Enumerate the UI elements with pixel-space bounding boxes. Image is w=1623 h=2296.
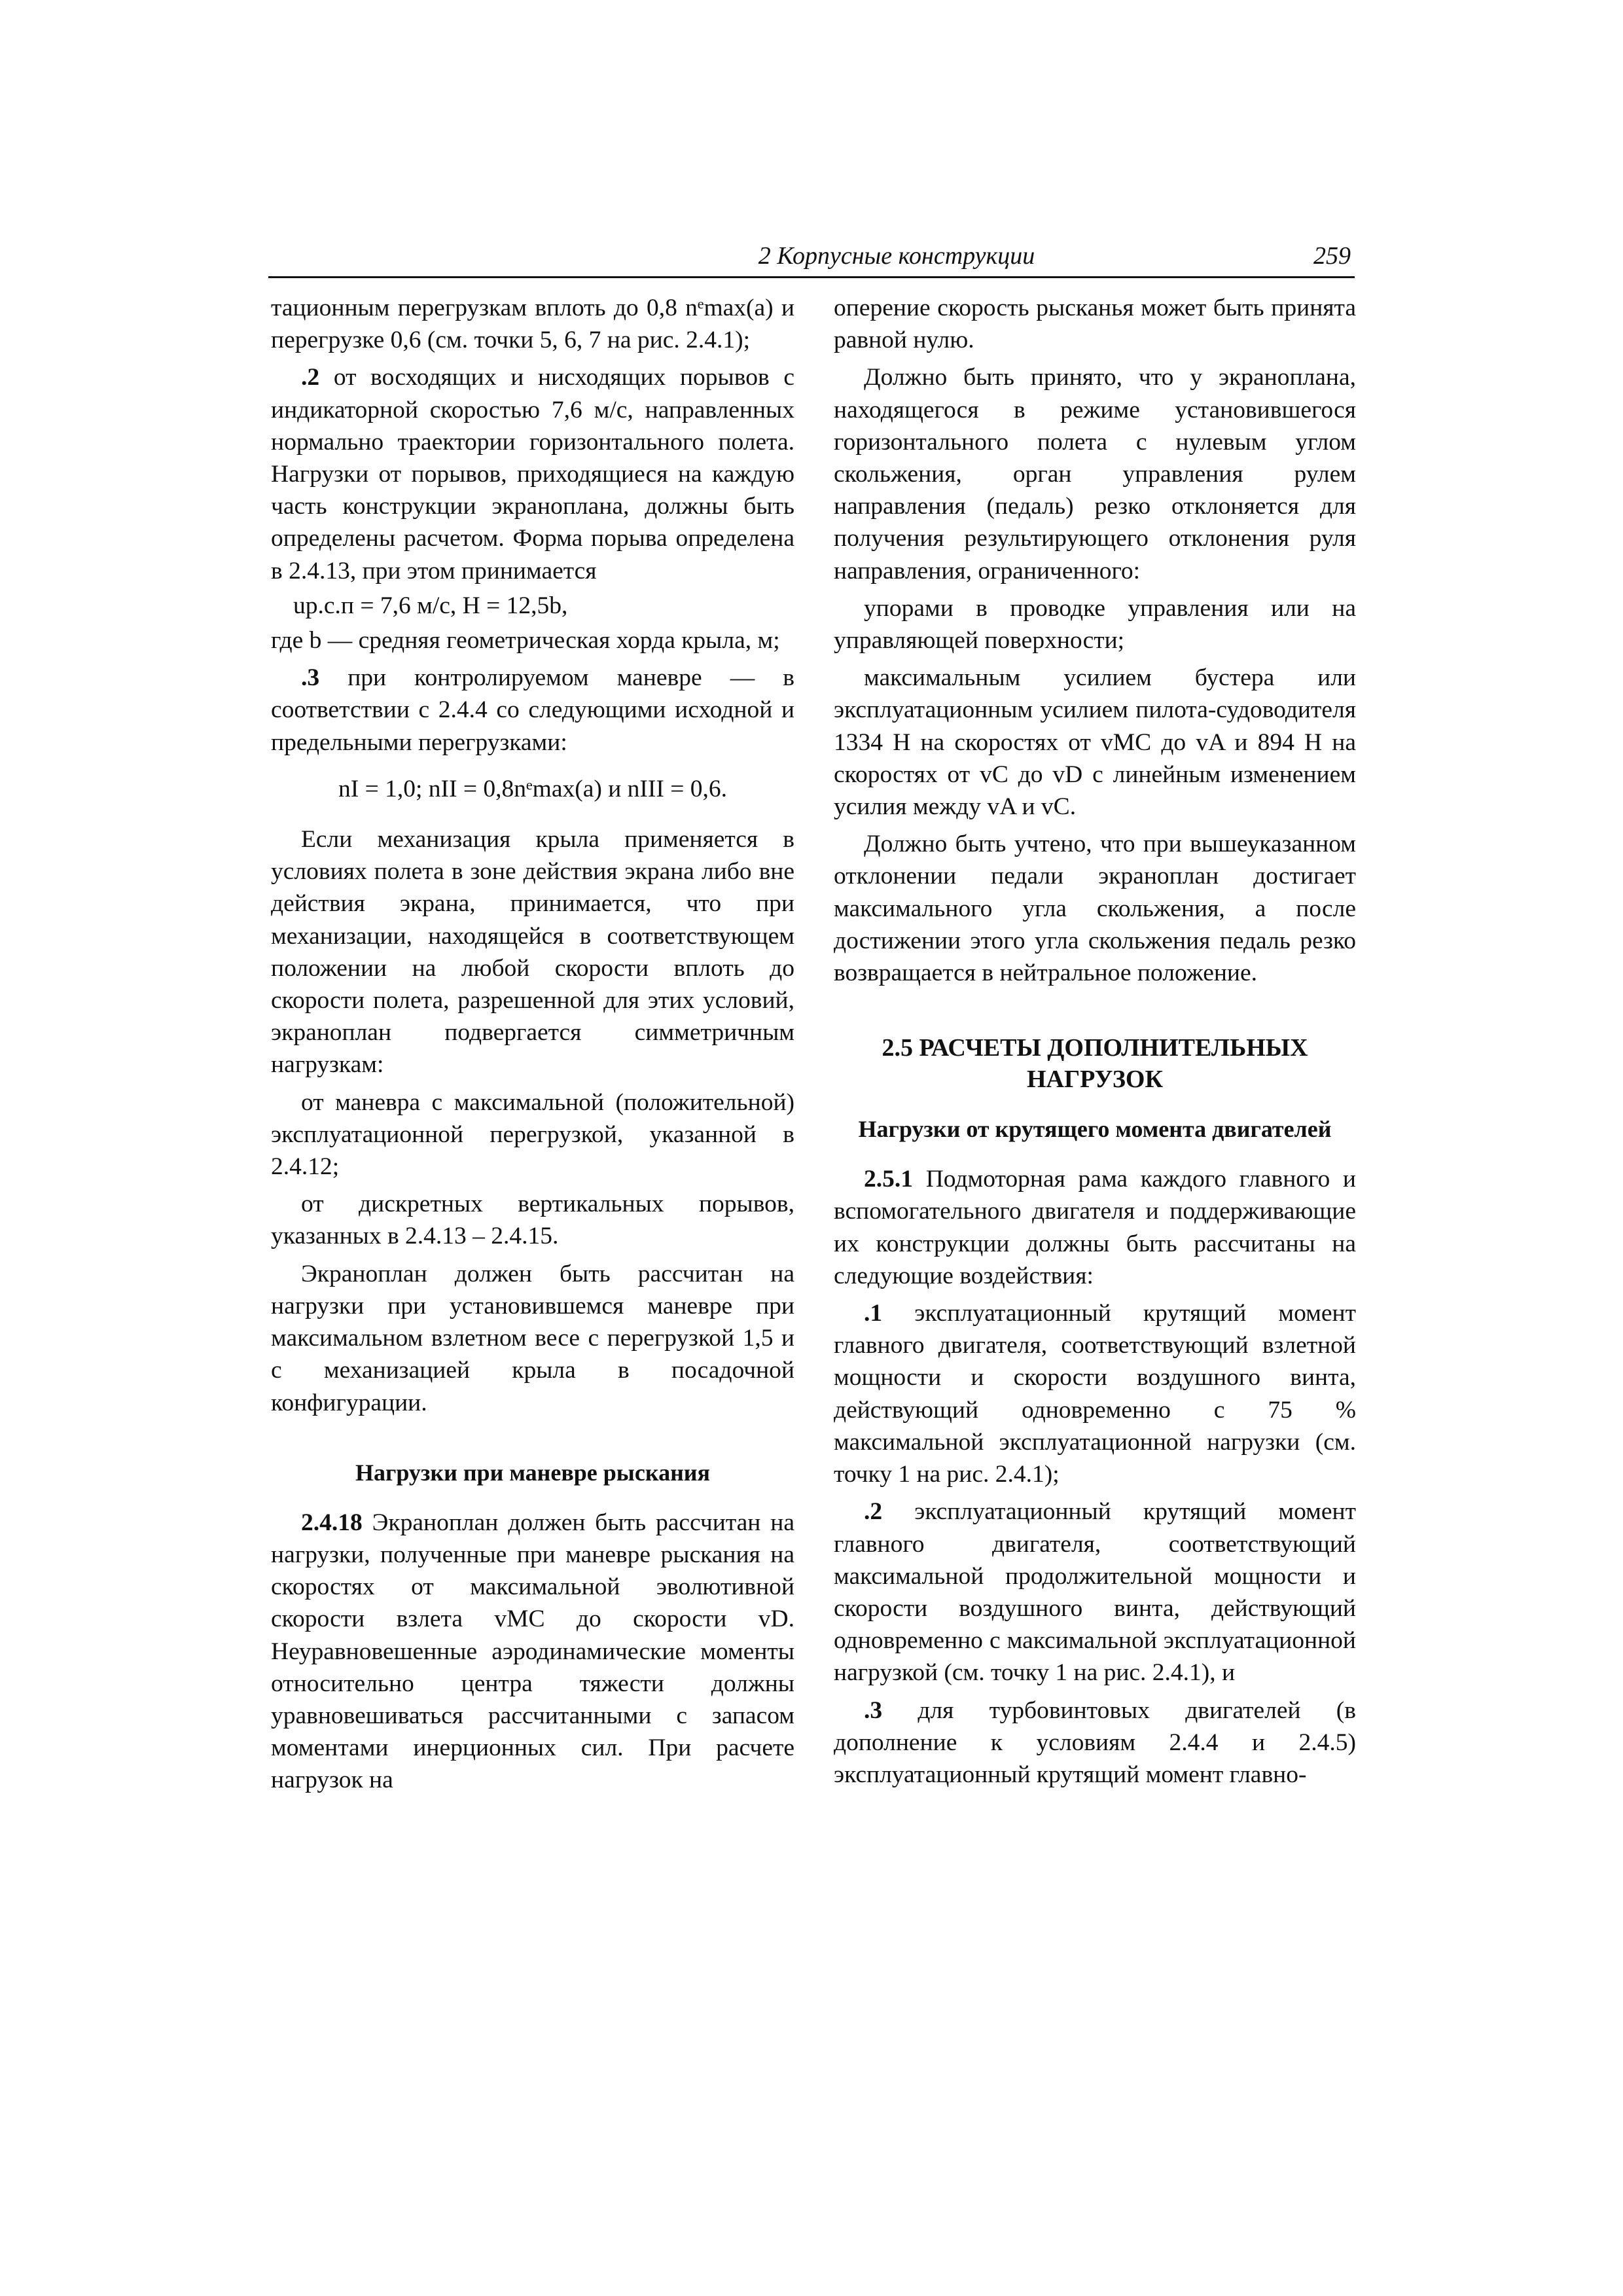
paragraph-text: Экраноплан должен быть рассчитан на нагрузки, полученные при маневре рыскания на скоростях от максимальной эволютивной скорости взлета vMC до скорости vD. Неуравновешенные аэродинамические моменты относительно центра тяжести должны уравновешиваться рассчитанными с запасом моментами инерционных сил. При расчете нагрузок на (271, 1509, 794, 1794)
section-heading: 2.5 РАСЧЕТЫ ДОПОЛНИТЕЛЬНЫХ НАГРУЗОК (882, 1034, 1308, 1094)
left-column (271, 292, 794, 1797)
paragraph: от маневра с максимальной (положительной) эксплуатационной перегрузкой, указанной в 2.4.12; (271, 1088, 794, 1181)
paragraph-text: от восходящих и нисходящих порывов с индикаторной скоростью 7,6 м/с, направленных нормально траектории горизонтального полета. Нагрузки от порывов, приходящиеся на каждую часть конструкции экраноплана, должны быть определены расчетом. Форма порыва определена в 2.4.13, при этом принимается (271, 364, 794, 584)
paragraph (271, 361, 794, 586)
paragraph (271, 1507, 794, 1797)
paragraph-text: эксплуатационный крутящий момент главного двигателя, соответствующий максимальной продолжительной мощности и скорости воздушного винта, действующий одновременно с максимальной эксплуатационной нагрузкой (см. точку 1 на рис. 2.4.1), и (834, 1498, 1356, 1687)
paragraph-text: эксплуатационный крутящий момент главного двигателя, соответствующий взлетной мощности и скорости воздушного винта, действующий одновременно с 75 % максимальной эксплуатационной нагрузки (см. точку 1 на рис. 2.4.1); (834, 1300, 1356, 1488)
equation: nI = 1,0; nII = 0,8nᵉmax(a) и nIII = 0,6. (338, 775, 728, 802)
item-number: .1 (864, 1300, 883, 1327)
paragraph (834, 1163, 1356, 1292)
clause-number: 2.5.1 (864, 1166, 913, 1193)
paragraph-text: Подмоторная рама каждого главного и вспомогательного двигателя и поддерживающие их конструкции должны быть рассчитаны на следующие воздействия: (834, 1166, 1356, 1289)
paragraph: Если механизация крыла применяется в условиях полета в зоне действия экрана либо вне действия экрана, принимается, что при механизации, находящейся в соответствующем положении на любой скорости вплоть до скорости полета, разрешенной для этих условий, экраноплан подвергается симметричным нагрузкам: (271, 826, 794, 1079)
paragraph: максимальным усилием бустера или эксплуатационным усилием пилота-судоводителя 1334 Н на скоростях от vMC до vA и 894 Н на скоростях от vC до vD с линейным изменением усилия между vA и vC. (834, 664, 1356, 821)
paragraph: где b — средняя геометрическая хорда крыла, м; (271, 627, 780, 655)
paragraph: Должно быть принято, что у экраноплана, находящегося в режиме установившегося горизонтального полета с нулевым углом скольжения, орган управления рулем направления (педаль) резко отклоняется для получения результирующего отклонения руля направления, ограниченного: (834, 364, 1356, 584)
paragraph (834, 1297, 1356, 1490)
clause-number: 2.4.18 (301, 1509, 363, 1536)
page-number: 259 (1313, 242, 1351, 270)
paragraph (834, 1695, 1356, 1791)
item-number: .3 (301, 664, 320, 692)
subsection-heading: Нагрузки при маневре рыскания (355, 1459, 711, 1486)
right-column (834, 292, 1356, 1791)
paragraph (271, 662, 794, 759)
paragraph: от дискретных вертикальных порывов, указанных в 2.4.13 – 2.4.15. (271, 1191, 794, 1250)
item-number: .3 (864, 1696, 883, 1724)
paragraph: упорами в проводке управления или на управляющей поверхности; (834, 594, 1356, 655)
paragraph-text: при контролируемом маневре — в соответствии с 2.4.4 со следующими исходной и предельными перегрузками: (271, 664, 794, 756)
paragraph: Должно быть учтено, что при вышеуказанном отклонении педали экраноплан достигает максимального угла скольжения, а после достижении этого угла скольжения педаль резко возвращается в нейтральное положение. (834, 831, 1356, 987)
paragraph-text: для турбовинтовых двигателей (в дополнение к условиям 2.4.4 и 2.4.5) эксплуатационный крутящий момент главно- (834, 1696, 1356, 1788)
paragraph: Экраноплан должен быть рассчитан на нагрузки при установившемся маневре при максимальном взлетном весе с перегрузкой 1,5 и с механизацией крыла в посадочной конфигурации. (271, 1260, 794, 1416)
item-number: .2 (864, 1498, 883, 1526)
item-number: .2 (301, 364, 320, 391)
paragraph: тационным перегрузкам вплоть до 0,8 nᵉmax(a) и перегрузке 0,6 (см. точки 5, 6, 7 на рис. 2.4.1); (271, 295, 794, 354)
subsection-heading: Нагрузки от крутящего момента двигателей (858, 1116, 1332, 1143)
running-title: 2 Корпусные конструкции (758, 242, 1035, 270)
paragraph (834, 1496, 1356, 1689)
paragraph: оперение скорость рысканья может быть принята равной нулю. (834, 295, 1356, 354)
equation: uр.с.п = 7,6 м/с, H = 12,5b, (293, 592, 568, 619)
running-header (268, 240, 1355, 278)
